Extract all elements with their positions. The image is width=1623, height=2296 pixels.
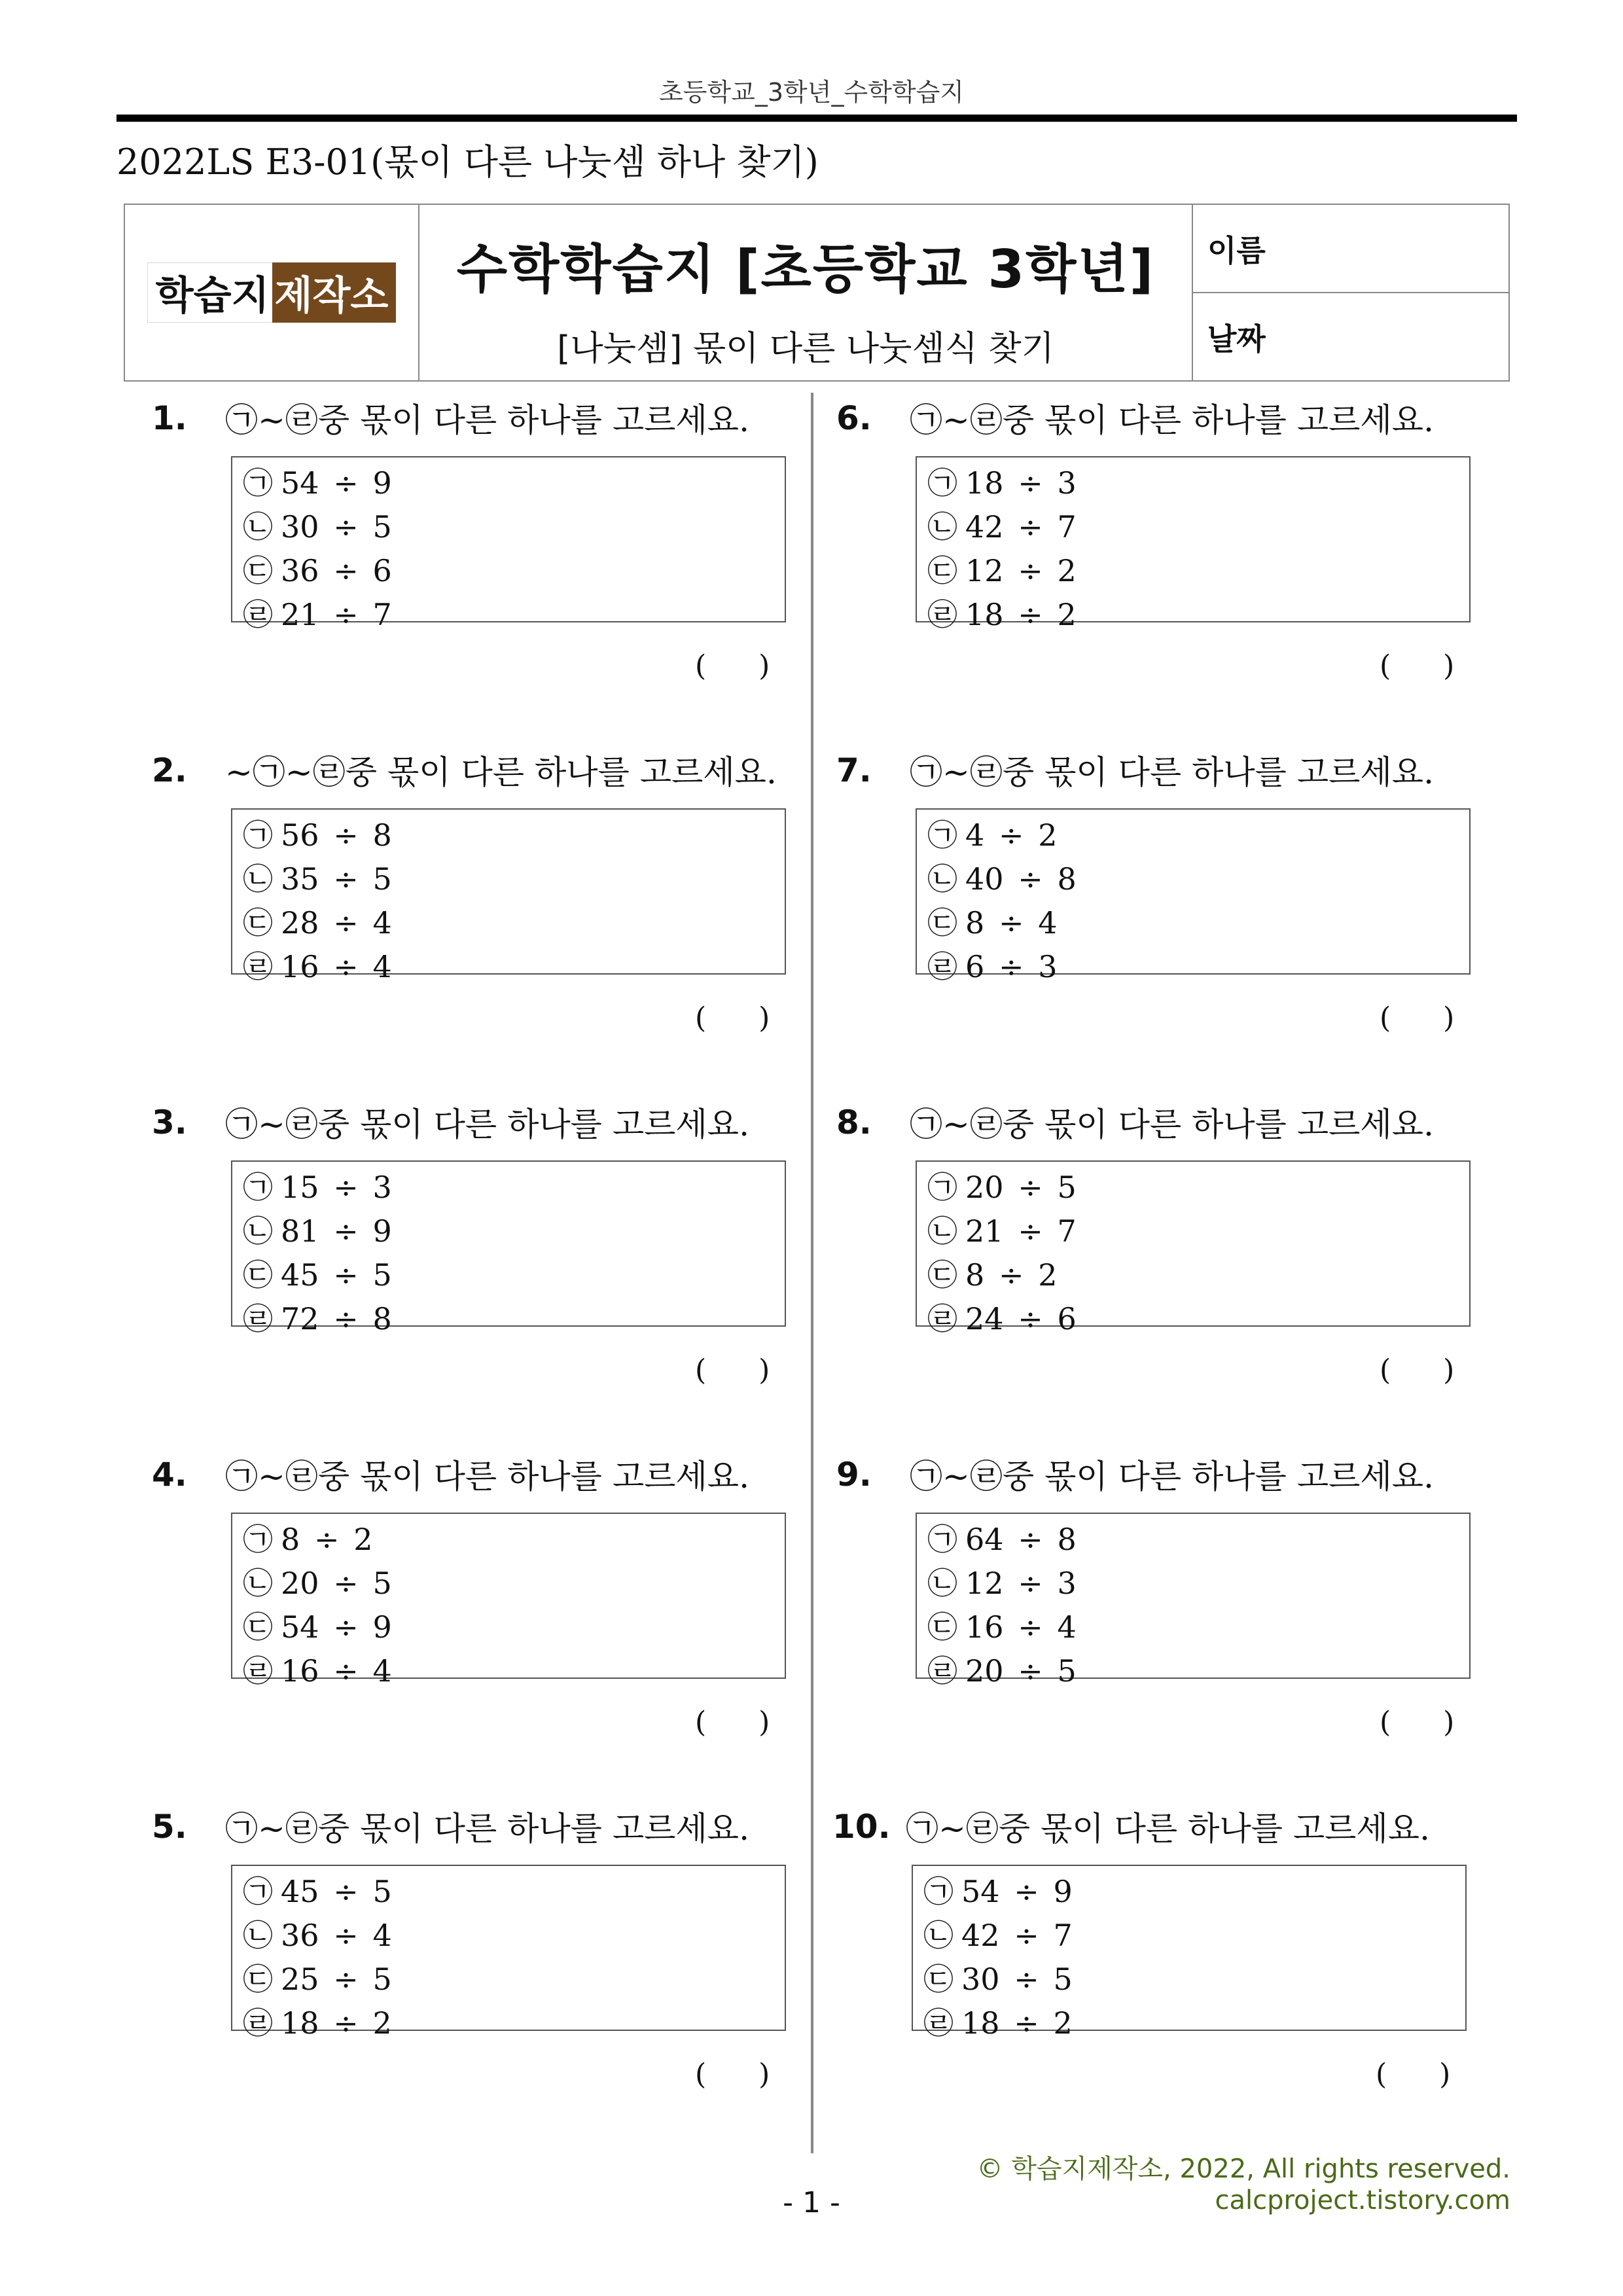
page-number: - 1 - bbox=[783, 2186, 840, 2219]
answer-open-paren: ( bbox=[695, 2058, 707, 2091]
dividend: 72 bbox=[281, 1301, 319, 1336]
option-box bbox=[231, 1865, 786, 2041]
divisor: 4 bbox=[372, 905, 392, 941]
divisor: 2 bbox=[1057, 597, 1077, 632]
divisor: 2 bbox=[1038, 817, 1058, 853]
division-sign: ÷ bbox=[999, 949, 1024, 984]
divisor: 4 bbox=[372, 1918, 392, 1953]
problem-number: 1. bbox=[152, 399, 187, 437]
divisor: 6 bbox=[1057, 1301, 1077, 1336]
dividend: 21 bbox=[965, 1213, 1004, 1249]
answer-close-paren: ) bbox=[758, 1706, 770, 1739]
dividend: 45 bbox=[281, 1257, 319, 1293]
option-symbol: ㉡ bbox=[243, 1566, 273, 1601]
problem-number: 3. bbox=[152, 1103, 187, 1141]
division-sign: ÷ bbox=[333, 1874, 359, 1909]
division-sign: ÷ bbox=[333, 1609, 359, 1645]
worksheet-title: 수학학습지 [초등학교 3학년] bbox=[456, 239, 1155, 300]
divisor: 2 bbox=[1057, 553, 1077, 588]
dividend: 54 bbox=[281, 1609, 319, 1645]
problem-number: 9. bbox=[836, 1456, 872, 1494]
option-symbol: ㉠ bbox=[927, 817, 957, 853]
option-box bbox=[916, 1160, 1471, 1336]
option-symbol: ㉠ bbox=[243, 817, 273, 853]
division-sign: ÷ bbox=[1014, 1918, 1039, 1953]
option-symbol: ㉡ bbox=[927, 1213, 957, 1249]
division-sign: ÷ bbox=[1018, 1301, 1043, 1336]
option-symbol: ㉡ bbox=[243, 1918, 273, 1953]
division-sign: ÷ bbox=[333, 905, 359, 941]
site-link[interactable]: calcproject.tistory.com bbox=[1215, 2185, 1510, 2215]
option-row bbox=[923, 1958, 1465, 2001]
question-text: ~㉠~㉣중 몫이 다른 하나를 고르세요. bbox=[225, 753, 777, 791]
problem-5 bbox=[152, 1808, 780, 2109]
option-row bbox=[927, 857, 1469, 901]
worksheet-code: 2022LS E3-01(몫이 다른 나눗셈 하나 찾기) bbox=[116, 141, 819, 183]
question-text: ㉠~㉣중 몫이 다른 하나를 고르세요. bbox=[225, 1105, 749, 1143]
option-symbol: ㉡ bbox=[927, 861, 957, 897]
option-symbol: ㉡ bbox=[243, 509, 273, 545]
option-row bbox=[243, 461, 785, 505]
divisor: 8 bbox=[372, 817, 392, 853]
dividend: 18 bbox=[965, 597, 1004, 632]
option-box bbox=[231, 1160, 786, 1336]
dividend: 21 bbox=[281, 597, 319, 632]
option-symbol: ㉣ bbox=[243, 2005, 273, 2041]
divisor: 3 bbox=[372, 1170, 392, 1205]
option-symbol: ㉢ bbox=[243, 553, 273, 588]
title-box bbox=[124, 204, 1510, 382]
divisor: 5 bbox=[372, 1257, 392, 1293]
divisor: 8 bbox=[372, 1301, 392, 1336]
divisor: 3 bbox=[1057, 465, 1077, 501]
answer-close-paren: ) bbox=[1443, 1706, 1455, 1739]
logo-cell bbox=[125, 205, 419, 380]
division-sign: ÷ bbox=[1014, 2005, 1039, 2041]
running-header: 초등학교_3학년_수학학습지 bbox=[659, 78, 964, 107]
divisor: 2 bbox=[372, 2005, 392, 2041]
answer-blank[interactable] bbox=[695, 1706, 770, 1739]
divisor: 5 bbox=[1053, 1962, 1073, 1997]
dividend: 64 bbox=[965, 1522, 1004, 1557]
option-row bbox=[243, 1605, 785, 1649]
answer-close-paren: ) bbox=[758, 1001, 770, 1035]
date-field[interactable] bbox=[1193, 292, 1508, 380]
dividend: 25 bbox=[281, 1962, 319, 1997]
question-text: ㉠~㉣중 몫이 다른 하나를 고르세요. bbox=[910, 401, 1434, 439]
divisor: 7 bbox=[1053, 1918, 1073, 1953]
dividend: 12 bbox=[965, 1566, 1004, 1601]
name-label: 이름 bbox=[1207, 232, 1266, 268]
option-symbol: ㉠ bbox=[243, 1522, 273, 1557]
heading-cell bbox=[419, 205, 1193, 380]
option-symbol: ㉣ bbox=[927, 949, 957, 984]
division-sign: ÷ bbox=[333, 1653, 359, 1689]
division-sign: ÷ bbox=[333, 1566, 359, 1601]
divisor: 5 bbox=[372, 509, 392, 545]
option-row bbox=[923, 1914, 1465, 1958]
answer-open-paren: ( bbox=[1376, 2058, 1387, 2091]
divisor: 3 bbox=[1057, 1566, 1077, 1601]
option-symbol: ㉠ bbox=[927, 1522, 957, 1557]
option-row bbox=[927, 593, 1469, 637]
option-symbol: ㉡ bbox=[243, 861, 273, 897]
option-symbol: ㉡ bbox=[927, 1566, 957, 1601]
answer-blank[interactable] bbox=[1380, 1001, 1454, 1035]
divisor: 4 bbox=[372, 1653, 392, 1689]
answer-blank[interactable] bbox=[1380, 1354, 1454, 1387]
division-sign: ÷ bbox=[1018, 1522, 1043, 1557]
option-symbol: ㉢ bbox=[927, 553, 957, 588]
option-row bbox=[243, 1166, 785, 1210]
division-sign: ÷ bbox=[1018, 509, 1043, 545]
question-text: ㉠~㉣중 몫이 다른 하나를 고르세요. bbox=[225, 401, 749, 439]
dividend: 54 bbox=[281, 465, 319, 501]
question-text: ㉠~㉣중 몫이 다른 하나를 고르세요. bbox=[910, 1105, 1434, 1143]
dividend: 20 bbox=[281, 1566, 319, 1601]
division-sign: ÷ bbox=[1018, 1609, 1043, 1645]
option-row bbox=[243, 593, 785, 637]
dividend: 24 bbox=[965, 1301, 1004, 1336]
division-sign: ÷ bbox=[1018, 597, 1043, 632]
option-box bbox=[231, 808, 786, 984]
answer-blank[interactable] bbox=[1376, 2058, 1450, 2091]
option-symbol: ㉣ bbox=[243, 597, 273, 632]
problem-7 bbox=[836, 751, 1465, 1052]
option-row bbox=[243, 505, 785, 549]
option-symbol: ㉣ bbox=[243, 1301, 273, 1336]
option-symbol: ㉠ bbox=[243, 1874, 273, 1909]
option-row bbox=[243, 945, 785, 989]
problem-number: 10. bbox=[832, 1808, 891, 1846]
division-sign: ÷ bbox=[333, 1918, 359, 1953]
option-row bbox=[243, 814, 785, 857]
division-sign: ÷ bbox=[1018, 1213, 1043, 1249]
dividend: 16 bbox=[281, 1653, 319, 1689]
division-sign: ÷ bbox=[333, 949, 359, 984]
dividend: 20 bbox=[965, 1653, 1004, 1689]
option-symbol: ㉠ bbox=[923, 1874, 954, 1909]
option-row bbox=[927, 505, 1469, 549]
division-sign: ÷ bbox=[333, 553, 359, 588]
dividend: 12 bbox=[965, 553, 1004, 588]
divisor: 5 bbox=[372, 1566, 392, 1601]
division-sign: ÷ bbox=[333, 1170, 359, 1205]
dividend: 8 bbox=[281, 1522, 300, 1557]
option-row bbox=[243, 1210, 785, 1253]
dividend: 36 bbox=[281, 553, 319, 588]
dividend: 30 bbox=[281, 509, 319, 545]
option-box bbox=[912, 1865, 1467, 2041]
problem-number: 7. bbox=[836, 751, 872, 789]
divisor: 4 bbox=[1057, 1609, 1077, 1645]
divisor: 3 bbox=[1038, 949, 1058, 984]
option-box bbox=[916, 808, 1471, 984]
problem-number: 6. bbox=[836, 399, 872, 437]
dividend: 4 bbox=[965, 817, 985, 853]
option-row bbox=[243, 1297, 785, 1341]
option-row bbox=[927, 1562, 1469, 1605]
option-symbol: ㉢ bbox=[243, 1962, 273, 1997]
divisor: 9 bbox=[372, 1609, 392, 1645]
dividend: 15 bbox=[281, 1170, 319, 1205]
answer-open-paren: ( bbox=[1380, 1706, 1391, 1739]
divisor: 7 bbox=[1057, 1213, 1077, 1249]
question-text: ㉠~㉣중 몫이 다른 하나를 고르세요. bbox=[910, 1458, 1434, 1496]
divisor: 5 bbox=[1057, 1170, 1077, 1205]
option-row bbox=[243, 1562, 785, 1605]
question-text: ㉠~㉣중 몫이 다른 하나를 고르세요. bbox=[225, 1458, 749, 1496]
option-row bbox=[927, 549, 1469, 593]
option-row bbox=[927, 1210, 1469, 1253]
dividend: 6 bbox=[965, 949, 985, 984]
answer-close-paren: ) bbox=[1443, 649, 1455, 683]
division-sign: ÷ bbox=[1018, 861, 1043, 897]
option-symbol: ㉢ bbox=[927, 905, 957, 941]
dividend: 18 bbox=[281, 2005, 319, 2041]
answer-close-paren: ) bbox=[758, 1354, 770, 1387]
problem-2 bbox=[152, 751, 780, 1052]
division-sign: ÷ bbox=[333, 1301, 359, 1336]
dividend: 30 bbox=[961, 1962, 1000, 1997]
divisor: 5 bbox=[372, 1962, 392, 1997]
publisher-logo bbox=[147, 262, 397, 323]
header-rule bbox=[116, 115, 1517, 122]
date-label: 날짜 bbox=[1207, 321, 1266, 357]
problem-number: 8. bbox=[836, 1103, 872, 1141]
option-symbol: ㉣ bbox=[927, 1653, 957, 1689]
problem-8 bbox=[836, 1103, 1465, 1405]
dividend: 54 bbox=[961, 1874, 1000, 1909]
column-divider bbox=[811, 393, 813, 2153]
option-symbol: ㉠ bbox=[927, 465, 957, 501]
option-row bbox=[243, 2001, 785, 2045]
divisor: 9 bbox=[372, 465, 392, 501]
division-sign: ÷ bbox=[1018, 553, 1043, 588]
division-sign: ÷ bbox=[1014, 1874, 1039, 1909]
problem-9 bbox=[836, 1456, 1465, 1757]
question-text: ㉠~㉣중 몫이 다른 하나를 고르세요. bbox=[910, 753, 1434, 791]
option-symbol: ㉣ bbox=[927, 597, 957, 632]
divisor: 7 bbox=[1057, 509, 1077, 545]
division-sign: ÷ bbox=[333, 2005, 359, 2041]
answer-open-paren: ( bbox=[695, 1001, 707, 1035]
problem-3 bbox=[152, 1103, 780, 1405]
option-symbol: ㉡ bbox=[923, 1918, 954, 1953]
dividend: 35 bbox=[281, 861, 319, 897]
dividend: 56 bbox=[281, 817, 319, 853]
division-sign: ÷ bbox=[333, 817, 359, 853]
option-row bbox=[243, 549, 785, 593]
divisor: 5 bbox=[372, 1874, 392, 1909]
dividend: 42 bbox=[965, 509, 1004, 545]
answer-blank[interactable] bbox=[695, 2058, 770, 2091]
option-row bbox=[927, 1518, 1469, 1562]
divisor: 2 bbox=[353, 1522, 373, 1557]
problem-1 bbox=[152, 399, 780, 700]
answer-open-paren: ( bbox=[1380, 1001, 1391, 1035]
dividend: 20 bbox=[965, 1170, 1004, 1205]
division-sign: ÷ bbox=[999, 1257, 1024, 1293]
dividend: 18 bbox=[965, 465, 1004, 501]
logo-part-1: 학습지 bbox=[147, 262, 272, 323]
problem-4 bbox=[152, 1456, 780, 1757]
division-sign: ÷ bbox=[1018, 1170, 1043, 1205]
divisor: 5 bbox=[372, 861, 392, 897]
option-symbol: ㉠ bbox=[243, 1170, 273, 1205]
option-symbol: ㉣ bbox=[927, 1301, 957, 1336]
option-box bbox=[231, 456, 786, 632]
answer-close-paren: ) bbox=[758, 2058, 770, 2091]
answer-blank[interactable] bbox=[695, 1354, 770, 1387]
answer-close-paren: ) bbox=[758, 649, 770, 683]
question-text: ㉠~㉣중 몫이 다른 하나를 고르세요. bbox=[225, 1810, 749, 1848]
divisor: 9 bbox=[1053, 1874, 1073, 1909]
option-row bbox=[923, 2001, 1465, 2045]
answer-blank[interactable] bbox=[1380, 649, 1454, 683]
option-row bbox=[927, 1166, 1469, 1210]
division-sign: ÷ bbox=[999, 905, 1024, 941]
option-box bbox=[231, 1513, 786, 1689]
division-sign: ÷ bbox=[333, 1257, 359, 1293]
option-row bbox=[243, 1649, 785, 1693]
question-text: ㉠~㉣중 몫이 다른 하나를 고르세요. bbox=[906, 1810, 1430, 1848]
problem-6 bbox=[836, 399, 1465, 700]
option-row bbox=[243, 857, 785, 901]
option-row bbox=[927, 1297, 1469, 1341]
logo-part-2: 제작소 bbox=[272, 262, 397, 323]
answer-blank[interactable] bbox=[695, 1001, 770, 1035]
division-sign: ÷ bbox=[1014, 1962, 1039, 1997]
answer-blank[interactable] bbox=[1380, 1706, 1454, 1739]
dividend: 18 bbox=[961, 2005, 1000, 2041]
problem-number: 4. bbox=[152, 1456, 187, 1494]
division-sign: ÷ bbox=[314, 1522, 340, 1557]
dividend: 42 bbox=[961, 1918, 1000, 1953]
answer-close-paren: ) bbox=[1443, 1001, 1455, 1035]
dividend: 40 bbox=[965, 861, 1004, 897]
answer-open-paren: ( bbox=[695, 649, 707, 683]
answer-open-paren: ( bbox=[1380, 1354, 1391, 1387]
divisor: 4 bbox=[1038, 905, 1058, 941]
problem-10 bbox=[832, 1808, 1461, 2109]
division-sign: ÷ bbox=[333, 1213, 359, 1249]
dividend: 8 bbox=[965, 1257, 985, 1293]
option-row bbox=[243, 1518, 785, 1562]
option-row bbox=[927, 1605, 1469, 1649]
dividend: 16 bbox=[965, 1609, 1004, 1645]
division-sign: ÷ bbox=[333, 597, 359, 632]
option-row bbox=[243, 1253, 785, 1297]
dividend: 36 bbox=[281, 1918, 319, 1953]
copyright-notice: © 학습지제작소, 2022, All rights reserved. bbox=[976, 2154, 1510, 2184]
option-symbol: ㉣ bbox=[243, 1653, 273, 1689]
option-row bbox=[923, 1870, 1465, 1914]
division-sign: ÷ bbox=[333, 465, 359, 501]
option-row bbox=[927, 901, 1469, 945]
answer-close-paren: ) bbox=[1443, 1354, 1455, 1387]
divisor: 6 bbox=[372, 553, 392, 588]
answer-blank[interactable] bbox=[695, 649, 770, 683]
dividend: 16 bbox=[281, 949, 319, 984]
option-box bbox=[916, 456, 1471, 632]
division-sign: ÷ bbox=[333, 509, 359, 545]
division-sign: ÷ bbox=[333, 1962, 359, 1997]
answer-open-paren: ( bbox=[695, 1354, 707, 1387]
option-row bbox=[243, 1958, 785, 2001]
option-symbol: ㉣ bbox=[923, 2005, 954, 2041]
divisor: 8 bbox=[1057, 1522, 1077, 1557]
option-symbol: ㉡ bbox=[927, 509, 957, 545]
option-symbol: ㉠ bbox=[243, 465, 273, 501]
divisor: 8 bbox=[1057, 861, 1077, 897]
division-sign: ÷ bbox=[1018, 1653, 1043, 1689]
division-sign: ÷ bbox=[333, 861, 359, 897]
option-row bbox=[927, 814, 1469, 857]
info-cell bbox=[1193, 205, 1508, 380]
option-symbol: ㉢ bbox=[927, 1609, 957, 1645]
divisor: 7 bbox=[372, 597, 392, 632]
division-sign: ÷ bbox=[1018, 465, 1043, 501]
option-row bbox=[243, 1870, 785, 1914]
option-symbol: ㉢ bbox=[243, 1257, 273, 1293]
divisor: 4 bbox=[372, 949, 392, 984]
divisor: 5 bbox=[1057, 1653, 1077, 1689]
option-symbol: ㉢ bbox=[243, 1609, 273, 1645]
dividend: 81 bbox=[281, 1213, 319, 1249]
option-symbol: ㉡ bbox=[243, 1213, 273, 1249]
option-row bbox=[927, 1253, 1469, 1297]
divisor: 9 bbox=[372, 1213, 392, 1249]
division-sign: ÷ bbox=[1018, 1566, 1043, 1601]
answer-close-paren: ) bbox=[1439, 2058, 1451, 2091]
divisor: 2 bbox=[1053, 2005, 1073, 2041]
option-row bbox=[243, 1914, 785, 1958]
option-row bbox=[927, 461, 1469, 505]
answer-open-paren: ( bbox=[1380, 649, 1391, 683]
division-sign: ÷ bbox=[999, 817, 1024, 853]
worksheet-subtitle: [나눗셈] 몫이 다른 나눗셈식 찾기 bbox=[557, 329, 1054, 368]
dividend: 28 bbox=[281, 905, 319, 941]
name-field[interactable] bbox=[1193, 205, 1508, 292]
option-box bbox=[916, 1513, 1471, 1689]
option-row bbox=[243, 901, 785, 945]
dividend: 45 bbox=[281, 1874, 319, 1909]
option-symbol: ㉠ bbox=[927, 1170, 957, 1205]
option-row bbox=[927, 945, 1469, 989]
option-row bbox=[927, 1649, 1469, 1693]
problem-number: 5. bbox=[152, 1808, 187, 1846]
dividend: 8 bbox=[965, 905, 985, 941]
problem-number: 2. bbox=[152, 751, 187, 789]
option-symbol: ㉣ bbox=[243, 949, 273, 984]
divisor: 2 bbox=[1038, 1257, 1058, 1293]
option-symbol: ㉢ bbox=[243, 905, 273, 941]
option-symbol: ㉢ bbox=[927, 1257, 957, 1293]
option-symbol: ㉢ bbox=[923, 1962, 954, 1997]
answer-open-paren: ( bbox=[695, 1706, 707, 1739]
